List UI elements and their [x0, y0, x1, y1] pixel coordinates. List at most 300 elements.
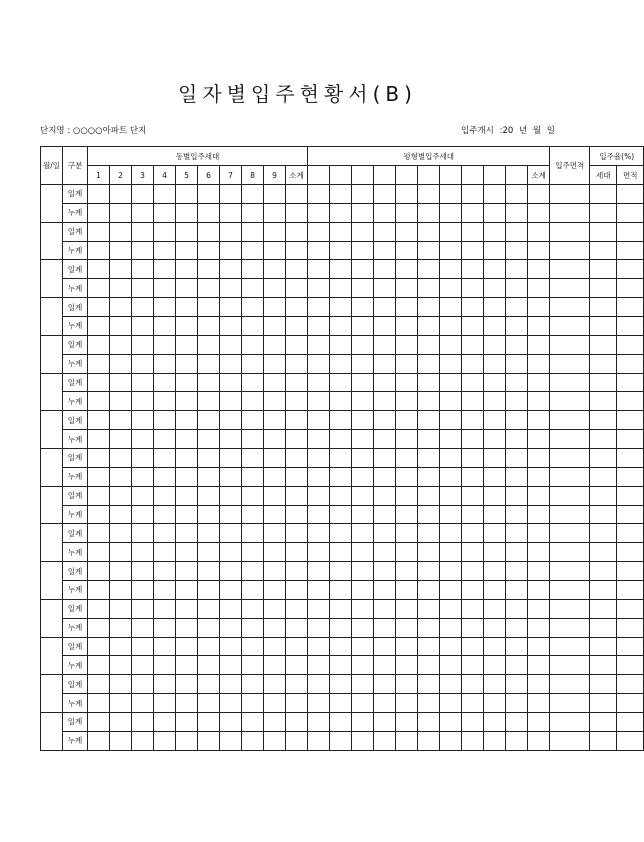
- table-cell: [220, 694, 242, 713]
- table-cell: [286, 279, 308, 298]
- table-cell: [132, 694, 154, 713]
- table-cell: [176, 524, 198, 543]
- table-cell: [198, 543, 220, 562]
- table-cell: [110, 411, 132, 430]
- table-cell: [590, 203, 617, 222]
- table-cell: [132, 675, 154, 694]
- table-cell: [220, 581, 242, 600]
- table-cell: [506, 335, 528, 354]
- table-cell: [462, 694, 484, 713]
- table-cell: [154, 505, 176, 524]
- table-cell: [396, 675, 418, 694]
- table-cell: [528, 731, 550, 750]
- table-cell: [264, 731, 286, 750]
- table-cell: [176, 317, 198, 336]
- table-cell: [330, 317, 352, 336]
- table-cell: [462, 467, 484, 486]
- table-cell: [418, 279, 440, 298]
- table-cell: [132, 298, 154, 317]
- table-cell: [132, 656, 154, 675]
- table-cell: [110, 543, 132, 562]
- table-row: [41, 203, 644, 222]
- table-cell: [264, 599, 286, 618]
- row-category-label: 누계: [63, 354, 88, 373]
- table-cell: [418, 430, 440, 449]
- table-cell: [528, 599, 550, 618]
- table-cell: [590, 411, 617, 430]
- row-category-label: 누계: [63, 467, 88, 486]
- table-cell: [617, 392, 644, 411]
- table-cell: [528, 637, 550, 656]
- rate-col-header: 면적: [617, 166, 644, 185]
- table-cell: [590, 618, 617, 637]
- table-cell: [550, 713, 590, 732]
- table-cell: [550, 260, 590, 279]
- table-cell: [330, 675, 352, 694]
- table-cell: [264, 486, 286, 505]
- table-cell: [528, 411, 550, 430]
- table-cell: [88, 581, 110, 600]
- table-cell: [154, 449, 176, 468]
- table-cell: [374, 467, 396, 486]
- table-cell: [154, 279, 176, 298]
- table-cell: [198, 317, 220, 336]
- table-cell: [264, 656, 286, 675]
- table-cell: [88, 317, 110, 336]
- table-cell: [154, 430, 176, 449]
- table-cell: [242, 354, 264, 373]
- table-cell: [330, 637, 352, 656]
- date-cell: [41, 599, 63, 637]
- table-cell: [330, 656, 352, 675]
- table-cell: [440, 637, 462, 656]
- table-row: [41, 581, 644, 600]
- table-cell: [308, 713, 330, 732]
- table-cell: [132, 713, 154, 732]
- table-cell: [418, 392, 440, 411]
- table-cell: [242, 430, 264, 449]
- table-cell: [110, 581, 132, 600]
- table-cell: [440, 298, 462, 317]
- table-cell: [176, 354, 198, 373]
- table-cell: [330, 222, 352, 241]
- table-cell: [242, 524, 264, 543]
- table-cell: [396, 411, 418, 430]
- table-cell: [462, 637, 484, 656]
- table-cell: [198, 694, 220, 713]
- table-cell: [154, 203, 176, 222]
- table-cell: [264, 449, 286, 468]
- table-cell: [418, 562, 440, 581]
- table-cell: [308, 581, 330, 600]
- table-cell: [176, 335, 198, 354]
- table-cell: [198, 599, 220, 618]
- table-cell: [590, 694, 617, 713]
- table-cell: [440, 543, 462, 562]
- table-cell: [418, 618, 440, 637]
- table-cell: [286, 599, 308, 618]
- date-cell: [41, 637, 63, 675]
- table-cell: [154, 373, 176, 392]
- table-cell: [462, 241, 484, 260]
- table-cell: [374, 392, 396, 411]
- area-col-header: [506, 166, 528, 185]
- table-cell: [440, 222, 462, 241]
- table-cell: [506, 260, 528, 279]
- table-cell: [352, 317, 374, 336]
- table-cell: [374, 317, 396, 336]
- table-cell: [154, 656, 176, 675]
- table-cell: [308, 562, 330, 581]
- table-cell: [440, 524, 462, 543]
- table-cell: [176, 486, 198, 505]
- table-cell: [484, 713, 506, 732]
- table-cell: [110, 260, 132, 279]
- table-cell: [528, 298, 550, 317]
- table-cell: [418, 524, 440, 543]
- table-cell: [242, 241, 264, 260]
- table-cell: [308, 467, 330, 486]
- table-cell: [396, 185, 418, 204]
- table-cell: [528, 354, 550, 373]
- table-row: [41, 524, 644, 543]
- table-cell: [176, 449, 198, 468]
- table-cell: [484, 241, 506, 260]
- row-category-label: 일계: [63, 486, 88, 505]
- table-cell: [198, 524, 220, 543]
- table-cell: [352, 618, 374, 637]
- table-cell: [617, 222, 644, 241]
- table-cell: [484, 260, 506, 279]
- row-category-label: 누계: [63, 618, 88, 637]
- table-cell: [484, 505, 506, 524]
- table-cell: [484, 185, 506, 204]
- table-cell: [396, 222, 418, 241]
- table-cell: [418, 467, 440, 486]
- table-cell: [242, 731, 264, 750]
- table-cell: [484, 317, 506, 336]
- table-cell: [176, 618, 198, 637]
- table-cell: [330, 562, 352, 581]
- table-cell: [396, 656, 418, 675]
- table-cell: [374, 486, 396, 505]
- table-cell: [352, 392, 374, 411]
- table-cell: [550, 675, 590, 694]
- table-cell: [528, 317, 550, 336]
- row-category-label: 일계: [63, 599, 88, 618]
- table-cell: [132, 317, 154, 336]
- table-cell: [374, 411, 396, 430]
- table-cell: [308, 694, 330, 713]
- table-cell: [132, 524, 154, 543]
- table-cell: [462, 524, 484, 543]
- table-cell: [286, 618, 308, 637]
- table-cell: [506, 449, 528, 468]
- table-cell: [220, 260, 242, 279]
- table-cell: [176, 185, 198, 204]
- table-cell: [528, 675, 550, 694]
- table-cell: [132, 222, 154, 241]
- table-row: [41, 449, 644, 468]
- table-cell: [528, 467, 550, 486]
- table-cell: [352, 637, 374, 656]
- area-col-header: [352, 166, 374, 185]
- row-category-label: 누계: [63, 505, 88, 524]
- table-cell: [198, 637, 220, 656]
- date-cell: [41, 222, 63, 260]
- table-cell: [286, 317, 308, 336]
- area-col-header: [462, 166, 484, 185]
- table-cell: [396, 467, 418, 486]
- table-cell: [132, 241, 154, 260]
- row-category-label: 일계: [63, 260, 88, 279]
- table-cell: [374, 618, 396, 637]
- table-cell: [198, 675, 220, 694]
- table-cell: [440, 656, 462, 675]
- table-cell: [198, 298, 220, 317]
- table-cell: [374, 599, 396, 618]
- table-cell: [590, 298, 617, 317]
- table-cell: [440, 392, 462, 411]
- table-cell: [374, 279, 396, 298]
- table-cell: [110, 524, 132, 543]
- table-cell: [462, 373, 484, 392]
- table-cell: [286, 486, 308, 505]
- table-cell: [198, 562, 220, 581]
- table-cell: [308, 618, 330, 637]
- table-cell: [154, 467, 176, 486]
- table-cell: [110, 203, 132, 222]
- table-cell: [176, 713, 198, 732]
- table-cell: [506, 581, 528, 600]
- table-cell: [396, 694, 418, 713]
- table-cell: [154, 260, 176, 279]
- table-cell: [110, 449, 132, 468]
- date-cell: [41, 373, 63, 411]
- table-row: [41, 694, 644, 713]
- table-cell: [506, 713, 528, 732]
- table-cell: [88, 618, 110, 637]
- table-cell: [220, 524, 242, 543]
- table-cell: [88, 298, 110, 317]
- row-category-label: 일계: [63, 524, 88, 543]
- table-row: [41, 354, 644, 373]
- table-cell: [88, 373, 110, 392]
- table-cell: [132, 599, 154, 618]
- row-category-label: 누계: [63, 317, 88, 336]
- table-cell: [396, 581, 418, 600]
- table-cell: [88, 656, 110, 675]
- table-cell: [528, 392, 550, 411]
- table-cell: [484, 581, 506, 600]
- table-cell: [286, 411, 308, 430]
- table-cell: [88, 411, 110, 430]
- table-cell: [242, 222, 264, 241]
- table-cell: [506, 241, 528, 260]
- table-cell: [462, 392, 484, 411]
- table-cell: [550, 185, 590, 204]
- table-cell: [590, 713, 617, 732]
- table-cell: [528, 335, 550, 354]
- table-cell: [132, 449, 154, 468]
- table-cell: [330, 731, 352, 750]
- table-cell: [506, 486, 528, 505]
- table-cell: [176, 656, 198, 675]
- table-cell: [462, 317, 484, 336]
- table-cell: [110, 467, 132, 486]
- area-col-header: [374, 166, 396, 185]
- table-cell: [550, 543, 590, 562]
- table-cell: [462, 449, 484, 468]
- table-cell: [220, 675, 242, 694]
- table-cell: [617, 599, 644, 618]
- table-cell: [528, 373, 550, 392]
- table-cell: [462, 656, 484, 675]
- table-cell: [550, 467, 590, 486]
- table-cell: [176, 298, 198, 317]
- table-cell: [550, 656, 590, 675]
- table-cell: [374, 185, 396, 204]
- table-cell: [462, 581, 484, 600]
- table-cell: [418, 543, 440, 562]
- table-cell: [550, 618, 590, 637]
- table-cell: [617, 524, 644, 543]
- table-cell: [286, 731, 308, 750]
- table-cell: [176, 392, 198, 411]
- table-cell: [506, 543, 528, 562]
- table-cell: [352, 562, 374, 581]
- table-cell: [242, 599, 264, 618]
- table-cell: [88, 222, 110, 241]
- table-cell: [308, 449, 330, 468]
- table-cell: [198, 203, 220, 222]
- table-cell: [440, 411, 462, 430]
- table-row: [41, 392, 644, 411]
- table-cell: [418, 486, 440, 505]
- table-cell: [286, 524, 308, 543]
- table-cell: [242, 467, 264, 486]
- table-cell: [506, 505, 528, 524]
- table-cell: [484, 618, 506, 637]
- table-cell: [396, 543, 418, 562]
- table-cell: [396, 430, 418, 449]
- table-cell: [154, 731, 176, 750]
- table-row: [41, 317, 644, 336]
- building-col-header: 1: [88, 166, 110, 185]
- table-cell: [462, 562, 484, 581]
- table-cell: [617, 373, 644, 392]
- table-cell: [550, 581, 590, 600]
- table-row: [41, 486, 644, 505]
- table-cell: [506, 298, 528, 317]
- table-cell: [264, 317, 286, 336]
- building-col-header: 2: [110, 166, 132, 185]
- table-cell: [550, 562, 590, 581]
- table-cell: [198, 467, 220, 486]
- table-cell: [264, 373, 286, 392]
- table-cell: [590, 430, 617, 449]
- building-col-header: 6: [198, 166, 220, 185]
- table-cell: [528, 562, 550, 581]
- table-cell: [330, 241, 352, 260]
- table-cell: [440, 486, 462, 505]
- table-cell: [528, 222, 550, 241]
- table-cell: [220, 562, 242, 581]
- table-cell: [132, 543, 154, 562]
- table-cell: [154, 241, 176, 260]
- building-col-header: 7: [220, 166, 242, 185]
- table-cell: [506, 203, 528, 222]
- table-cell: [308, 260, 330, 279]
- table-cell: [590, 543, 617, 562]
- table-cell: [330, 298, 352, 317]
- table-cell: [440, 317, 462, 336]
- table-cell: [330, 203, 352, 222]
- table-cell: [550, 731, 590, 750]
- table-cell: [550, 241, 590, 260]
- row-category-label: 누계: [63, 241, 88, 260]
- table-cell: [396, 713, 418, 732]
- table-cell: [154, 694, 176, 713]
- table-cell: [506, 694, 528, 713]
- table-cell: [198, 222, 220, 241]
- table-cell: [176, 411, 198, 430]
- table-cell: [617, 411, 644, 430]
- table-cell: [352, 505, 374, 524]
- table-cell: [176, 694, 198, 713]
- table-cell: [308, 373, 330, 392]
- table-cell: [374, 637, 396, 656]
- table-cell: [352, 449, 374, 468]
- table-cell: [308, 222, 330, 241]
- table-cell: [617, 675, 644, 694]
- table-cell: [374, 562, 396, 581]
- table-cell: [440, 713, 462, 732]
- row-category-label: 누계: [63, 581, 88, 600]
- table-cell: [154, 618, 176, 637]
- table-cell: [462, 618, 484, 637]
- table-cell: [418, 449, 440, 468]
- table-cell: [462, 354, 484, 373]
- table-cell: [352, 467, 374, 486]
- table-cell: [242, 279, 264, 298]
- table-cell: [220, 505, 242, 524]
- table-cell: [418, 222, 440, 241]
- row-category-label: 누계: [63, 430, 88, 449]
- table-cell: [330, 185, 352, 204]
- table-cell: [286, 562, 308, 581]
- table-cell: [110, 335, 132, 354]
- table-row: [41, 430, 644, 449]
- table-cell: [374, 694, 396, 713]
- table-cell: [242, 317, 264, 336]
- row-category-label: 누계: [63, 203, 88, 222]
- table-cell: [286, 354, 308, 373]
- table-cell: [440, 694, 462, 713]
- table-cell: [440, 335, 462, 354]
- table-cell: [264, 411, 286, 430]
- table-cell: [352, 581, 374, 600]
- table-row: [41, 713, 644, 732]
- table-cell: [154, 392, 176, 411]
- table-cell: [176, 260, 198, 279]
- table-cell: [617, 581, 644, 600]
- table-cell: [590, 486, 617, 505]
- table-cell: [418, 656, 440, 675]
- table-cell: [590, 656, 617, 675]
- table-cell: [590, 581, 617, 600]
- building-col-header: 8: [242, 166, 264, 185]
